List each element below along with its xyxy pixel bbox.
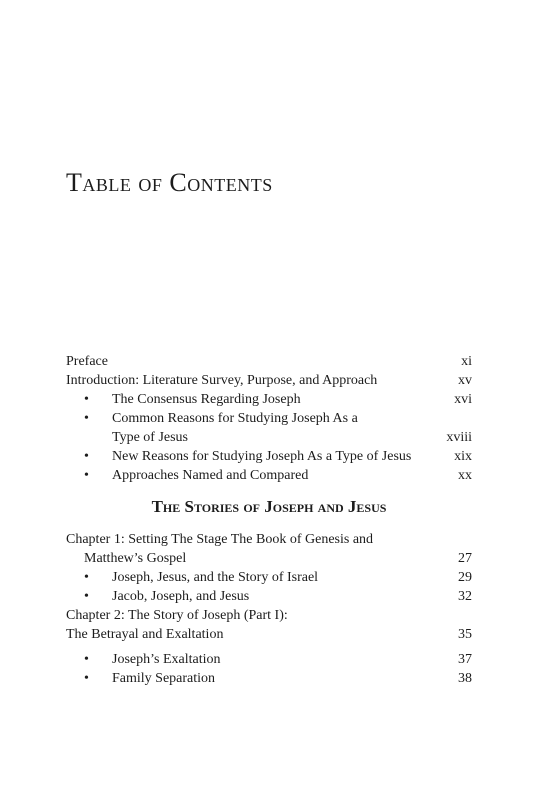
toc-entry-label: • Family Separation: [84, 669, 215, 688]
toc-subentry[interactable]: [66, 669, 472, 688]
toc-entry-label: • The Consensus Regarding Joseph: [84, 390, 301, 409]
toc-entry-label: Chapter 1: Setting The Stage The Book of Genesis and: [66, 532, 374, 547]
toc-entry-label: • Jacob, Joseph, and Jesus: [84, 587, 249, 606]
toc-subentry[interactable]: [66, 447, 472, 466]
toc-page-number: 27: [458, 551, 472, 566]
toc-entry-label: Matthew’s Gospel: [84, 551, 187, 566]
toc-page-number: xv: [458, 373, 472, 388]
toc-subentry[interactable]: [66, 390, 472, 409]
toc-chapter-title[interactable]: [66, 606, 472, 625]
toc-entry-label: • Common Reasons for Studying Joseph As a: [84, 409, 358, 428]
toc-subentry[interactable]: [66, 568, 472, 587]
toc-chapter-title-continuation[interactable]: [66, 625, 472, 644]
toc-entry-introduction[interactable]: [66, 371, 472, 390]
toc-page-number: 35: [458, 627, 472, 642]
toc-page-number: 32: [458, 589, 472, 604]
toc-chapter-title-continuation[interactable]: [66, 549, 472, 568]
toc-page-number: 29: [458, 570, 472, 585]
toc-entry-label: Type of Jesus: [112, 430, 189, 445]
toc-entry-label: Preface: [66, 354, 108, 369]
toc-subentry[interactable]: [66, 466, 472, 485]
table-of-contents: [66, 352, 472, 688]
toc-subentry[interactable]: [66, 409, 472, 428]
toc-chapter-title[interactable]: [66, 530, 472, 549]
toc-subentry[interactable]: [66, 587, 472, 606]
toc-entry-label: • Joseph’s Exaltation: [84, 650, 221, 669]
page-title: Table of Contents: [66, 168, 273, 197]
toc-subentry[interactable]: [66, 650, 472, 669]
toc-entry-preface[interactable]: [66, 352, 472, 371]
toc-page-number: xvi: [454, 392, 472, 407]
toc-page-number: xviii: [446, 430, 472, 445]
toc-entry-label: • Joseph, Jesus, and the Story of Israel: [84, 568, 318, 587]
toc-entry-label: The Betrayal and Exaltation: [66, 627, 224, 642]
toc-page-number: xx: [458, 468, 472, 483]
toc-page-number: xix: [454, 449, 472, 464]
toc-entry-label: Introduction: Literature Survey, Purpose, and Approach: [66, 373, 378, 388]
section-heading: The Stories of Joseph and Jesus: [151, 497, 387, 516]
toc-page-number: 37: [458, 652, 472, 667]
toc-subentry-continuation[interactable]: [66, 428, 472, 447]
toc-page-number: xi: [461, 354, 472, 369]
toc-entry-label: Chapter 2: The Story of Joseph (Part I):: [66, 608, 288, 623]
toc-entry-label: • Approaches Named and Compared: [84, 466, 308, 485]
toc-page-number: 38: [458, 671, 472, 686]
toc-entry-label: • New Reasons for Studying Joseph As a Type of Jesus: [84, 447, 411, 466]
